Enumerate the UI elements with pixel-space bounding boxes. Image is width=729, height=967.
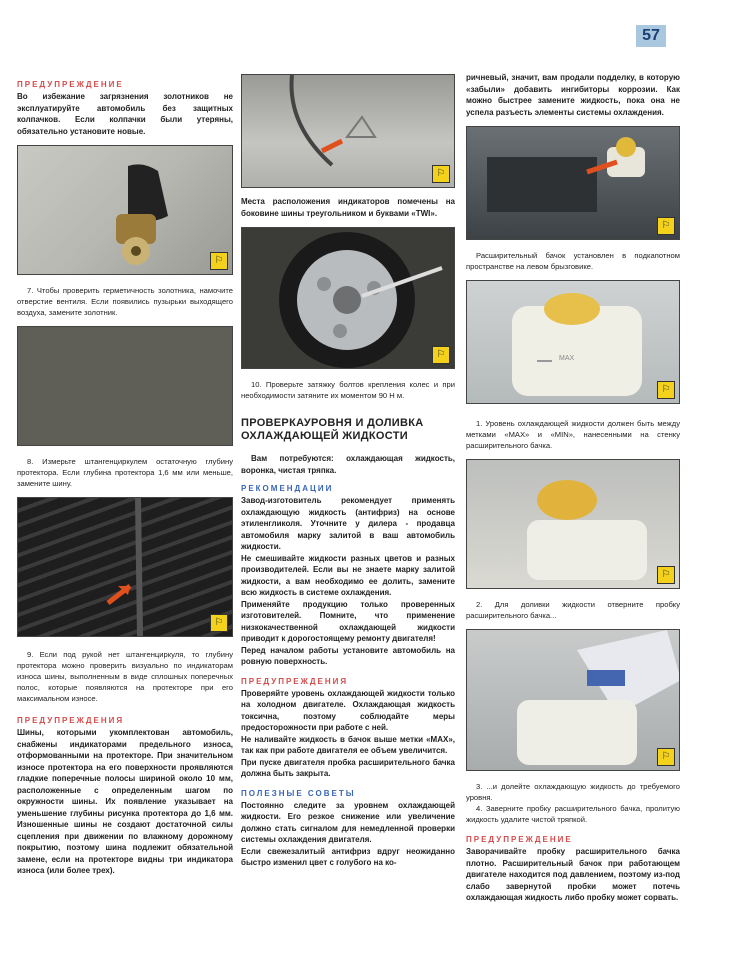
warning-text-2: Шины, которыми укомплектован автомобиль, снабжены индикаторами предельного износа, отформованными на протекторе. При значительном износе протектора на его поверхности проявляются гладкие поперечные полосы шириной около 10 мм, расположенные с определенным шагом по окружности шины. Их появление указывает на уменьшение глубины рисунка протектора до 1,6 мм. Изношенные шины не создают достаточной силы сцепления при движении по влажному дорожному покрытию, поэтому шина подлежит обязательной замене, если на протекторе видны три индикатора износа (или более трех). xyxy=(17,728,233,875)
cap-removal-photo xyxy=(466,459,680,589)
twi-sidewall-photo xyxy=(241,74,455,188)
refill-photo xyxy=(466,629,680,771)
warning-text-3: Заворачивайте пробку расширительного бачка плотно. Расширительный бачок при работающем двигателе находится под давлением, поэтому из-под слабо завернутой пробки может потечь охлаждающая жидкость либо пробку может сорвать. xyxy=(466,847,680,902)
caption-twi: Места расположения индикаторов помечены на боковине шины треугольником и буквами «TWI». xyxy=(241,197,455,218)
car-icon: ⚐ xyxy=(657,381,675,399)
warning-p3: При пуске двигателя пробка расширительного бачка должна быть закрыта. xyxy=(241,757,455,778)
wheel-bolts-photo xyxy=(241,227,455,369)
page-number: 57 xyxy=(636,25,666,47)
warning-p1: Проверяйте уровень охлаждающей жидкости только на холодном двигателе. Охлаждающая жидкость токсична, поэтому соблюдайте меры предосторожности при работе с ней. xyxy=(241,688,455,732)
recommendation-2: Не смешивайте жидкости разных цветов и разных производителей. Если вы не знаете марку залитой жидкости, а вам необходимо ее долить, замените всю жидкость в системе охлаждения. xyxy=(241,553,455,597)
tips-title: ПОЛЕЗНЫЕ СОВЕТЫ xyxy=(241,788,356,798)
tools-needed: Вам потребуются: охлаждающая жидкость, воронка, чистая тряпка. xyxy=(241,454,455,475)
section-heading: ПРОВЕРКАУРОВНЯ И ДОЛИВКА ОХЛАЖДАЮЩЕЙ ЖИДКОСТИ xyxy=(241,417,424,442)
valve-illustration xyxy=(18,146,233,274)
twi-marker xyxy=(242,75,455,187)
valve-photo xyxy=(17,145,233,275)
refill-illustration xyxy=(467,630,680,770)
tip-p1: Постоянно следите за уровнем охлаждающей жидкости. Его резкое снижение или увеличение должно стать сигналом для немедленной проверки системы охлаждения двигателя. xyxy=(241,800,455,844)
tip-p2: Если свежезалитый антифриз вдруг неожиданно быстро изменил цвет с голубого на ко- xyxy=(241,846,455,867)
arrow-icon xyxy=(18,498,233,636)
continued-text: ричневый, значит, вам продали подделку, в которую «забыли» добавить ингибиторы коррозии. Как можно быстрее замените жидкость, пока она не успела разъесть элементы системы охлаждения. xyxy=(466,73,680,117)
warning-p2: Не наливайте жидкость в бачок выше метки «MAX», так как при работе двигателя ее объем увеличится. xyxy=(241,734,455,755)
caption-9: 9. Если под рукой нет штангенциркуля, то глубину протектора можно проверить визуально по индикаторам износа шины, выполненным в виде сплошных поперечных полос, которые появляются на протекторе при его максимальном износе. xyxy=(17,650,233,703)
caption-8: 8. Измерьте штангенциркулем остаточную глубину протектора. Если глубина протектора 1,6 мм или меньше, замените шину. xyxy=(17,457,233,488)
caption-tank: Расширительный бачок установлен в подкапотном пространстве на левом брызговике. xyxy=(466,251,680,271)
warning-title: ПРЕДУПРЕЖДЕНИЕ xyxy=(17,80,124,89)
car-icon: ⚐ xyxy=(432,165,450,183)
recommendations-title: РЕКОМЕНДАЦИИ xyxy=(241,484,334,493)
car-icon: ⚐ xyxy=(210,252,228,270)
car-icon: ⚐ xyxy=(432,346,450,364)
car-icon: ⚐ xyxy=(210,614,228,632)
caption-3: 3. ...и долейте охлаждающую жидкость до требуемого уровня. xyxy=(466,782,680,802)
car-icon: ⚐ xyxy=(657,748,675,766)
recommendation-1: Завод-изготовитель рекомендует применять охлаждающую жидкость (антифриз) на основе этиленгликоля. Уточните у дилера - продавца автомобиля марку залитой в ваш автомобиль жидкости. xyxy=(241,496,455,551)
column-left xyxy=(17,80,233,877)
caption-10: 10. Проверьте затяжку болтов крепления колес и при необходимости затяните их моментом 90 Н м. xyxy=(241,380,455,400)
engine-bay-photo xyxy=(466,126,680,240)
warning-text: Во избежание загрязнения золотников не эксплуатируйте автомобиль без защитных колпачков. Если колпачки были утеряны, обязательно установите новые. xyxy=(17,92,233,136)
column-right xyxy=(466,72,680,904)
recommendation-4: Перед началом работы установите автомобиль на ровную поверхность. xyxy=(241,645,455,666)
caption-1: 1. Уровень охлаждающей жидкости должен быть между метками «MAX» и «MIN», нанесенными на стенку расширительного бачка. xyxy=(466,419,680,450)
car-icon: ⚐ xyxy=(657,217,675,235)
engine-illustration xyxy=(467,127,680,239)
wheel-illustration xyxy=(242,228,455,368)
caption-4: 4. Заверните пробку расширительного бачка, пролитую жидкость удалите чистой тряпкой. xyxy=(466,804,680,824)
car-icon: ⚐ xyxy=(657,566,675,584)
tread-indicator-photo xyxy=(17,497,233,637)
tank-level-photo xyxy=(466,280,680,404)
caption-2: 2. Для доливки жидкости отверните пробку расширительного бачка... xyxy=(466,600,680,620)
tank-max-label: MAX xyxy=(559,355,575,362)
warning-title-3: ПРЕДУПРЕЖДЕНИЕ xyxy=(466,835,573,844)
tread-measure-photo xyxy=(17,326,233,446)
warning-title-2: ПРЕДУПРЕЖДЕНИЯ xyxy=(17,716,125,725)
column-middle xyxy=(241,74,455,869)
warnings-title: ПРЕДУПРЕЖДЕНИЯ xyxy=(241,676,349,686)
cap-illustration xyxy=(467,460,680,588)
tank-illustration xyxy=(467,281,680,403)
caption-7: 7. Чтобы проверить герметичность золотника, намочите отверстие вентиля. Если появились пузырьки выходящего воздуха, замените золотник. xyxy=(17,286,233,317)
recommendation-3: Применяйте продукцию только проверенных изготовителей. Помните, что применение низкокачественной охлаждающей жидкости приводит к дорогостоящему ремонту двигателя! xyxy=(241,599,455,643)
